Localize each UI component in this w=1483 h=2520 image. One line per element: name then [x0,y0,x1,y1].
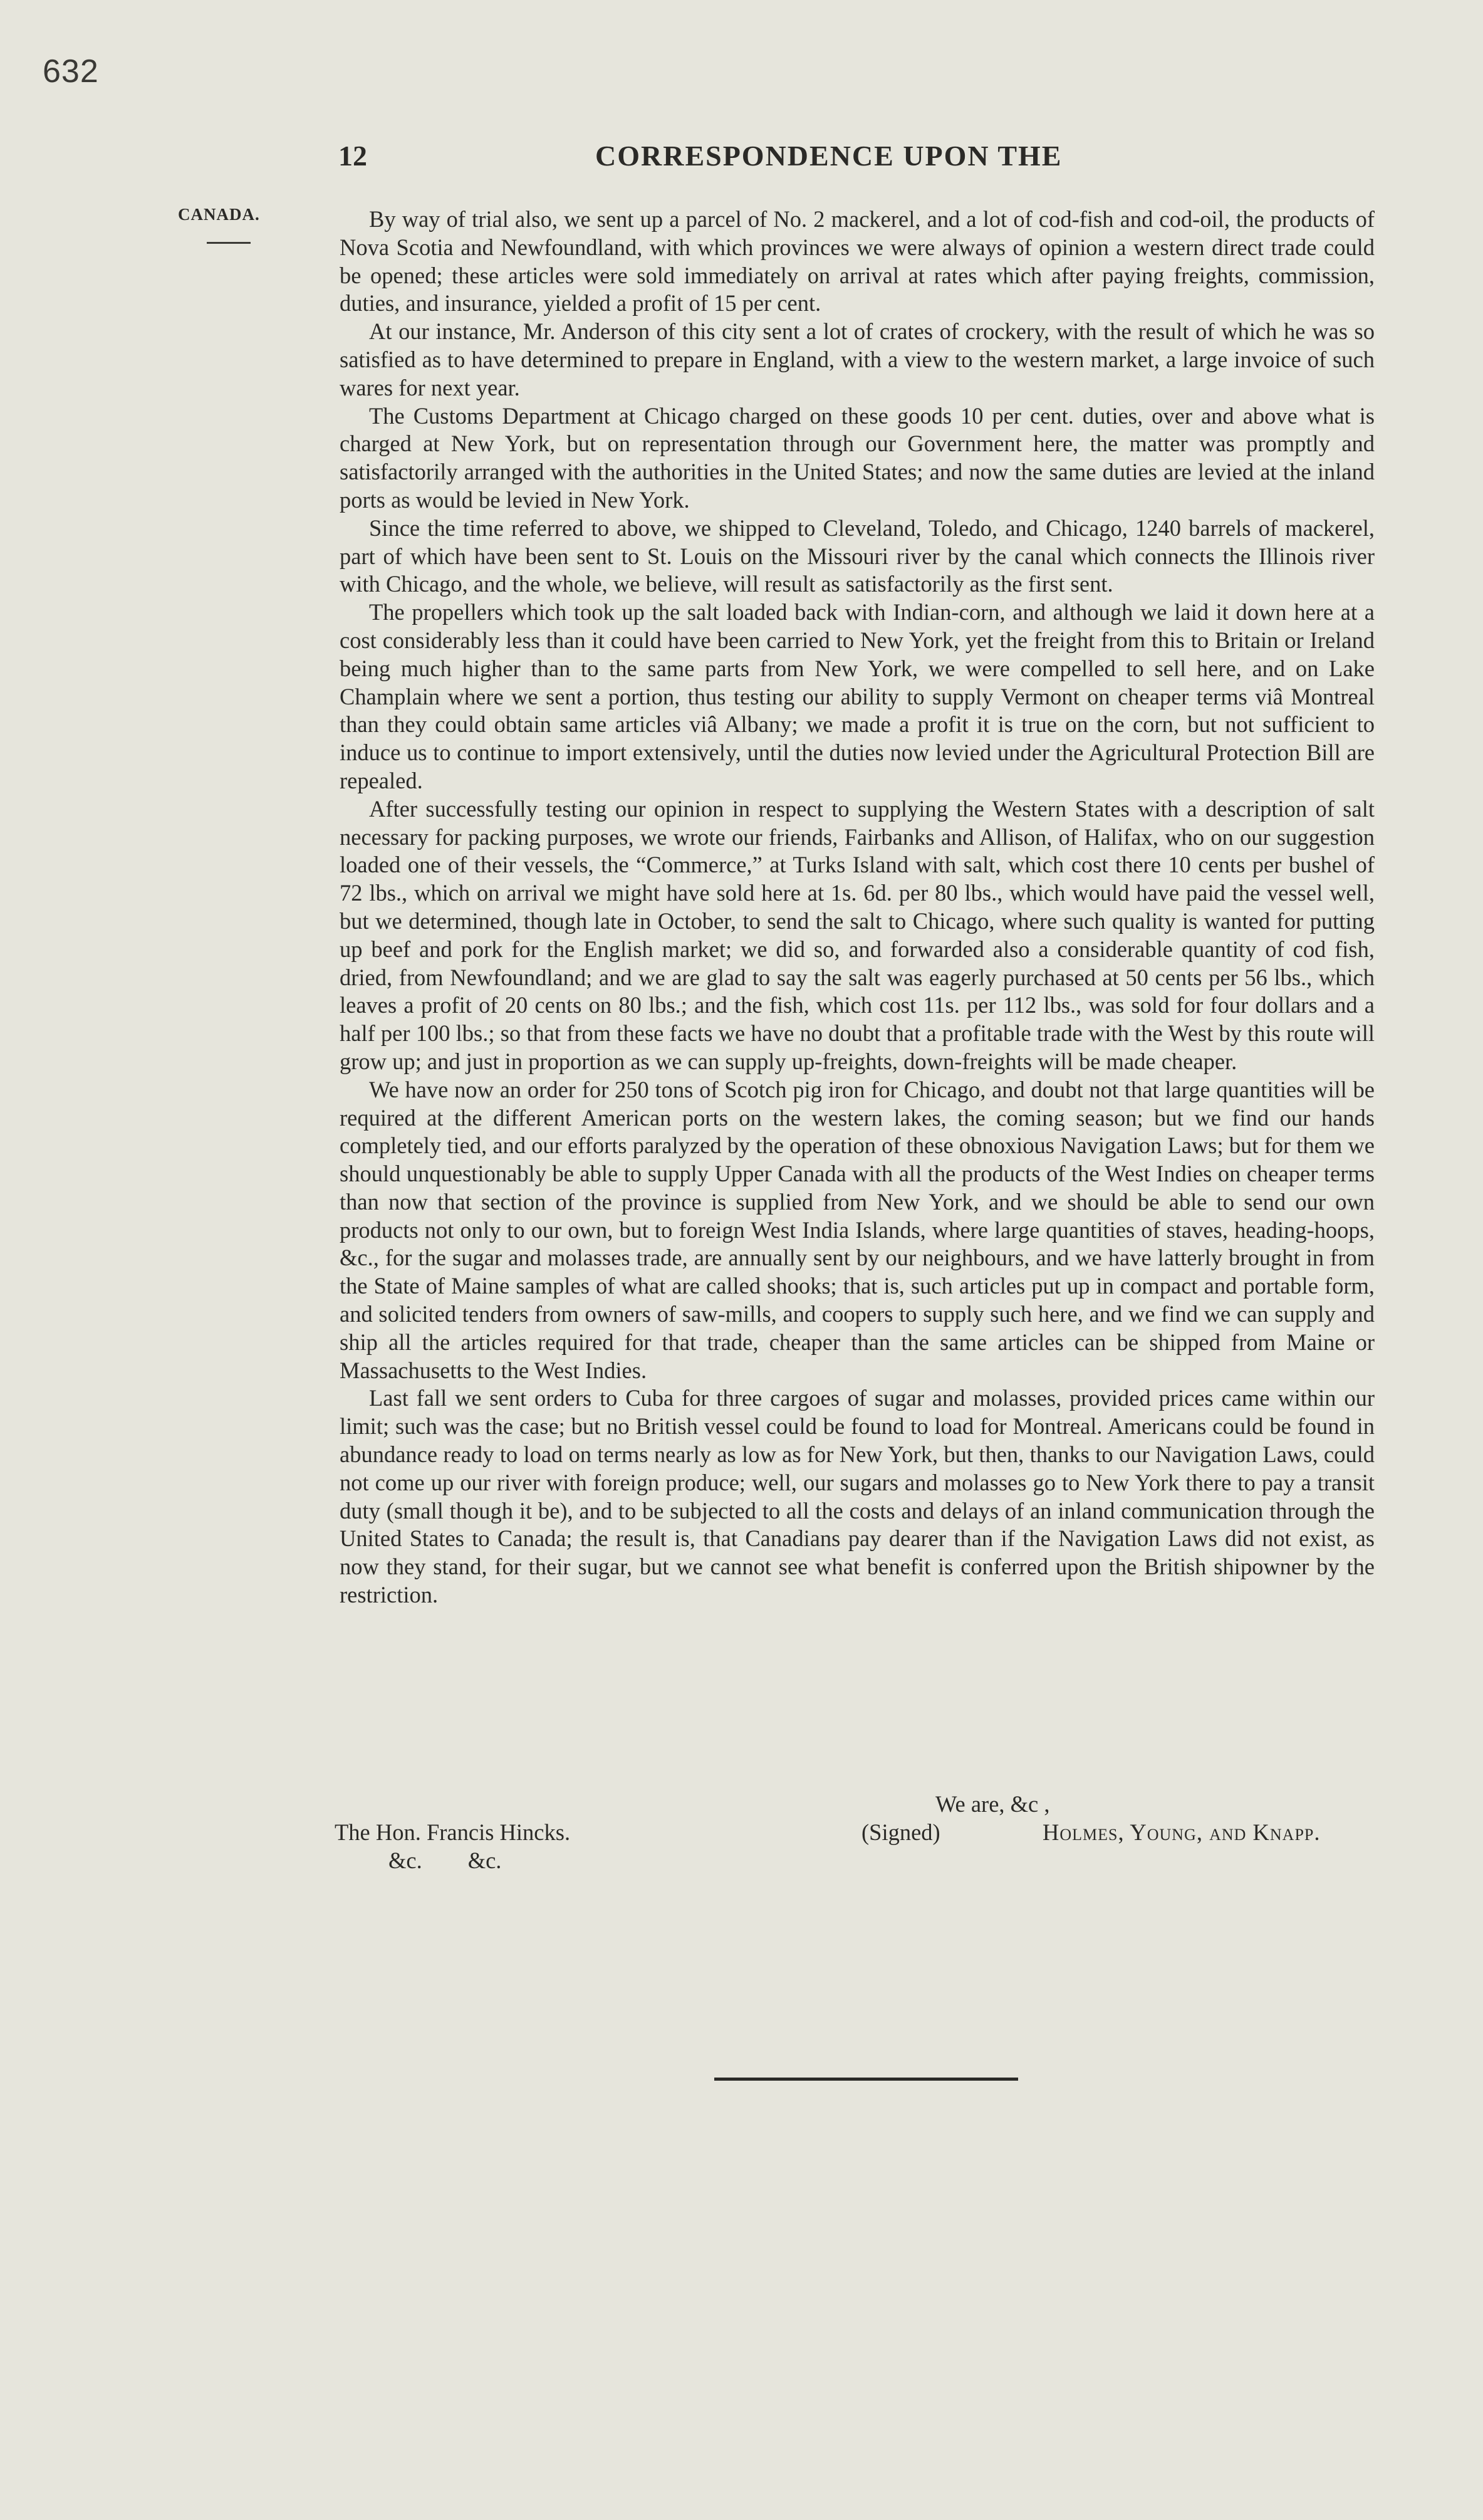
valediction: We are, &c , [935,1791,1050,1817]
paragraph: Since the time referred to above, we shipped to Cleveland, Toledo, and Chicago, 1240 barrels of mackerel, part of which have been sent to St. Louis on the Missouri river by the canal which connects the Illinois river with Chicago, and the whole, we believe, will result as satisfactorily as the first sent. [340,515,1375,597]
page-number: 632 [43,53,99,90]
body-text [340,206,1375,1609]
paragraph: We have now an order for 250 tons of Scotch pig iron for Chicago, and doubt not that large quantities will be required at the different American ports on the western lakes, the coming season; but we find our hands completely tied, and our efforts paralyzed by the operation of these obnoxious Navigation Laws; but for them we should unquestionably be able to supply Upper Canada with all the products of the West Indies on cheaper terms than now that section of the province is supplied from New York, and we should be able to send our own products not only to our own, but to foreign West India Islands, where large quantities of staves, heading-hoops, &c., for the sugar and molasses trade, are annually sent by our neighbours, and we have latterly brought in from the State of Maine samples of what are called shooks; that is, such articles put up in compact and portable form, and solicited tenders from owners of saw-mills, and coopers to supply such here, and we find we can supply and ship all the articles required for that trade, cheaper than the same articles can be shipped from Maine or Massachusetts to the West Indies. [340,1076,1375,1383]
paragraph: At our instance, Mr. Anderson of this city sent a lot of crates of crockery, with the result of which he was so satisfied as to have determined to prepare in England, with a view to the western market, a large invoice of such wares for next year. [340,318,1375,400]
document-page-number: 12 [338,140,367,172]
end-rule [714,2078,1018,2081]
side-heading-rule [207,242,251,244]
running-head-title: CORRESPONDENCE UPON THE [595,140,1063,172]
paragraph: The propellers which took up the salt loaded back with Indian-corn, and although we laid it down here at a cost considerably less than it could have been carried to New York, yet the freight from this to Britain or Ireland being much higher than to the same parts from New York, we were compelled to sell here, and on Lake Champlain where we sent a portion, thus testing our ability to supply Vermont on cheaper terms viâ Montreal than they could obtain same articles viâ Albany; we made a profit it is true on the corn, but not sufficient to induce us to continue to import extensively, until the duties now levied under the Agricultural Protection Bill are repealed. [340,599,1375,793]
paragraph: Last fall we sent orders to Cuba for three cargoes of sugar and molasses, provided prices came within our limit; such was the case; but no British vessel could be found to load for Montreal. Americans could be found in abundance ready to load on terms nearly as low as for New York, but then, thanks to our Navigation Laws, could not come up our river with foreign produce; well, our sugars and molasses go to New York there to pay a transit duty (small though it be), and to be subjected to all the costs and delays of an inland communication through the United States to Canada; the result is, that Canadians pay dearer than if the Navigation Laws did not exist, as now they stand, for their sugar, but we cannot see what benefit is conferred upon the British shipowner by the restriction. [340,1385,1375,1608]
side-heading: CANADA. [178,205,260,224]
signatories: Holmes, Young, and Knapp. [1043,1819,1321,1845]
addressee: The Hon. Francis Hincks. [335,1819,571,1845]
page-header [338,139,1063,183]
paragraph: The Customs Department at Chicago charged on these goods 10 per cent. duties, over and above what is charged at New York, but on representation through our Government here, the matter was promptly and satisfactorily arranged with the authorities in the United States; and now the same duties are levied at the inland ports as would be levied in New York. [340,402,1375,513]
addressee-etc: &c. &c. [388,1847,502,1873]
paragraph: After successfully testing our opinion in respect to supplying the Western States with a description of salt necessary for packing purposes, we wrote our friends, Fairbanks and Allison, of Halifax, who on our suggestion loaded one of their vessels, the “Commerce,” at Turks Island with salt, which cost there 10 cents per bushel of 72 lbs., which on arrival we might have sold here at 1s. 6d. per 80 lbs., which would have paid the vessel well, but we determined, though late in October, to send the salt to Chicago, where such quality is wanted for putting up beef and pork for the English market; we did so, and forwarded also a considerable quantity of cod fish, dried, from Newfoundland; and we are glad to say the salt was eagerly purchased at 50 cents per 56 lbs., which leaves a profit of 20 cents on 80 lbs.; and the fish, which cost 11s. per 112 lbs., was sold for four dollars and a half per 100 lbs.; so that from these facts we have no doubt that a profitable trade with the West by this route will grow up; and just in proportion as we can supply up-freights, down-freights will be made cheaper. [340,795,1375,1074]
letter-closing [335,1791,1376,1874]
paragraph: By way of trial also, we sent up a parcel of No. 2 mackerel, and a lot of cod-fish and cod-oil, the products of Nova Scotia and Newfoundland, with which provinces we were always of opinion a western direct trade could be opened; these articles were sold immediately on arrival at rates which after paying freights, commission, duties, and insurance, yielded a profit of 15 per cent. [340,206,1375,316]
signed-note: (Signed) [861,1819,940,1845]
